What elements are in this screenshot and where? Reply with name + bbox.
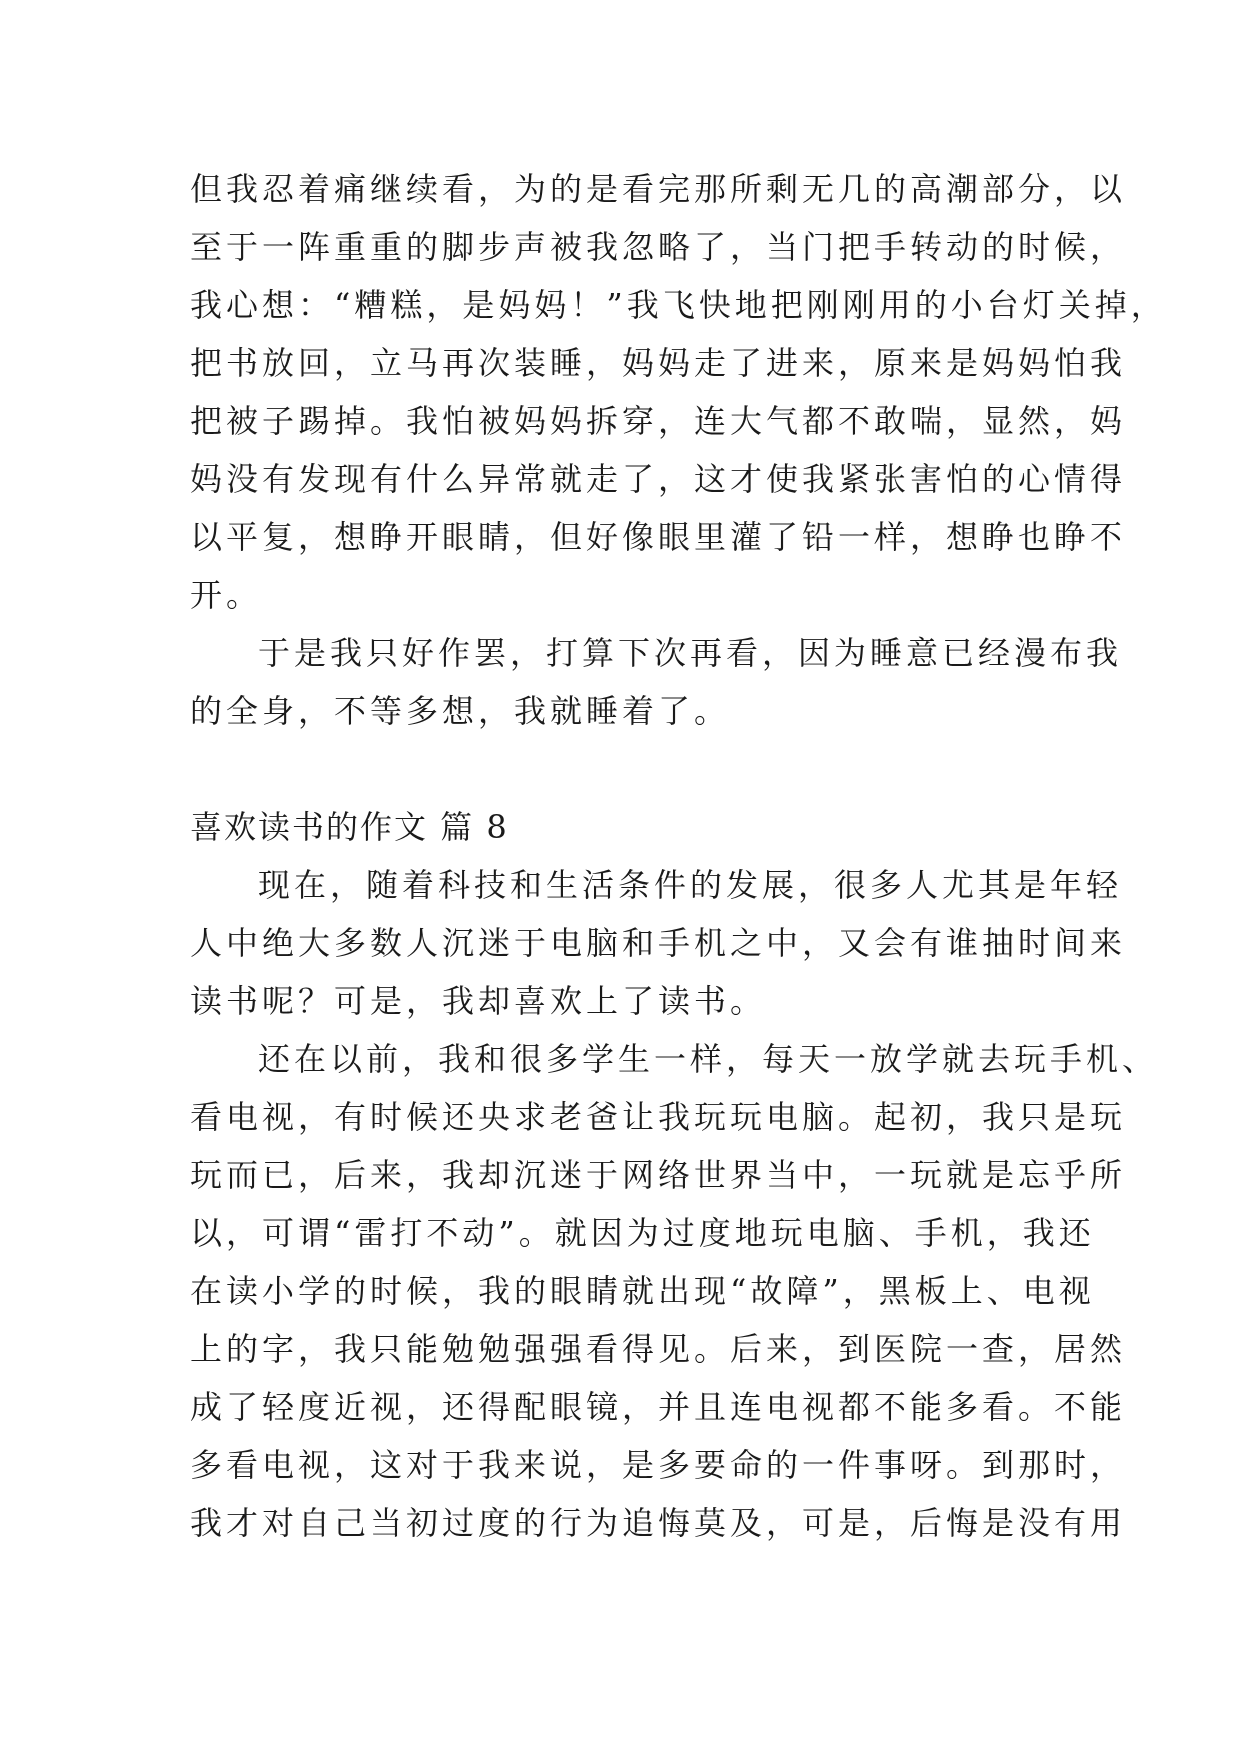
paragraph bbox=[190, 624, 1123, 740]
text-line: 我才对自己当初过度的行为追悔莫及，可是，后悔是没有用 bbox=[190, 1504, 1127, 1542]
text-line: 把被子踢掉。我怕被妈妈拆穿，连大气都不敢喘，显然，妈 bbox=[190, 402, 1127, 440]
text-line: 的全身，不等多想，我就睡着了。 bbox=[190, 692, 731, 730]
text-line: 于是我只好作罢，打算下次再看，因为睡意已经漫布我 bbox=[258, 634, 1123, 672]
text-line: 把书放回，立马再次装睡，妈妈走了进来，原来是妈妈怕我 bbox=[190, 344, 1127, 382]
text-line: 妈没有发现有什么异常就走了，这才使我紧张害怕的心情得 bbox=[190, 460, 1127, 498]
text-line: 以平复，想睁开眼睛，但好像眼里灌了铅一样，想睁也睁不 bbox=[190, 518, 1127, 556]
text-line: 看电视，有时候还央求老爸让我玩玩电脑。起初，我只是玩 bbox=[190, 1098, 1127, 1136]
text-line: 至于一阵重重的脚步声被我忽略了，当门把手转动的时候， bbox=[190, 228, 1127, 266]
text-line: 还在以前，我和很多学生一样，每天一放学就去玩手机、 bbox=[258, 1040, 1159, 1078]
text-line: 读书呢？可是，我却喜欢上了读书。 bbox=[190, 982, 767, 1020]
text-line: 但我忍着痛继续看，为的是看完那所剩无几的高潮部分，以 bbox=[190, 170, 1127, 208]
section-spacer bbox=[190, 740, 1056, 798]
section-heading: 喜欢读书的作文 篇 8 bbox=[190, 808, 509, 846]
paragraph bbox=[190, 160, 1167, 624]
text-line: 上的字，我只能勉勉强强看得见。后来，到医院一查，居然 bbox=[190, 1330, 1127, 1368]
text-line: 玩而已，后来，我却沉迷于网络世界当中，一玩就是忘乎所 bbox=[190, 1156, 1127, 1194]
paragraph bbox=[190, 856, 1127, 1030]
text-line: 人中绝大多数人沉迷于电脑和手机之中，又会有谁抽时间来 bbox=[190, 924, 1127, 962]
text-line: 开。 bbox=[190, 576, 263, 614]
document-page bbox=[190, 160, 1167, 1552]
text-line: 多看电视，这对于我来说，是多要命的一件事呀。到那时， bbox=[190, 1446, 1127, 1484]
text-line: 以，可谓“雷打不动”。就因为过度地玩电脑、手机，我还 bbox=[190, 1214, 1095, 1252]
paragraph bbox=[190, 1030, 1159, 1552]
text-line: 成了轻度近视，还得配眼镜，并且连电视都不能多看。不能 bbox=[190, 1388, 1127, 1426]
text-line: 现在，随着科技和生活条件的发展，很多人尤其是年轻 bbox=[258, 866, 1123, 904]
text-line: 我心想：“糟糕，是妈妈！”我飞快地把刚刚用的小台灯关掉， bbox=[190, 286, 1167, 324]
text-line: 在读小学的时候，我的眼睛就出现“故障”，黑板上、电视 bbox=[190, 1272, 1095, 1310]
